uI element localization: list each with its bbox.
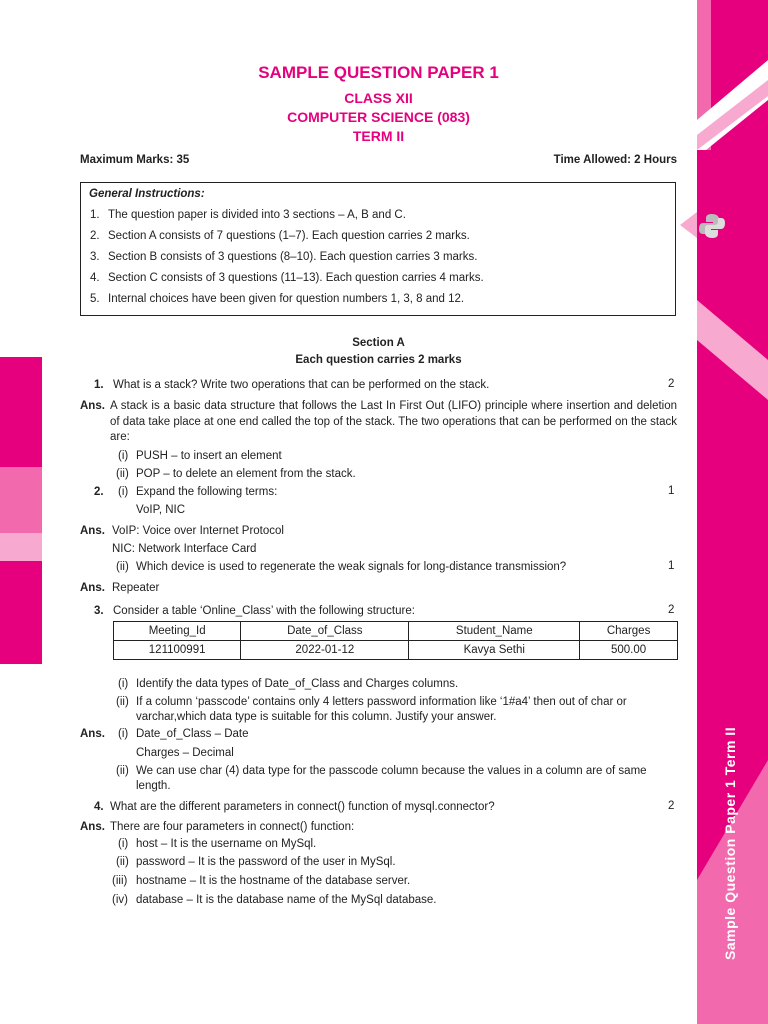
- q1-mark: 2: [668, 378, 675, 390]
- time-allowed: Time Allowed: 2 Hours: [553, 154, 677, 166]
- left-decor-block-3: [0, 503, 42, 533]
- q1-text: What is a stack? Write two operations that can be performed on the stack.: [113, 379, 490, 391]
- q2-ans3: Repeater: [112, 582, 160, 594]
- q2-ans2: NIC: Network Interface Card: [112, 543, 257, 555]
- q1-number: 1.: [94, 379, 104, 391]
- side-title: Sample Question Paper 1 Term II: [722, 726, 738, 960]
- q3-ii-text1: If a column ‘passcode’ contains only 4 letters password information like ‘1#a4’ then out of char or: [136, 696, 627, 708]
- q3-ans-label: Ans.: [80, 728, 105, 740]
- left-decor-block-1: [0, 357, 42, 467]
- q2-number: 2.: [94, 486, 104, 498]
- q3-text: Consider a table ‘Online_Class’ with the following structure:: [113, 605, 415, 617]
- table-header-cell: Charges: [580, 622, 678, 641]
- q3-a-ii1: We can use char (4) data type for the passcode column because the values in a column are of same: [136, 765, 647, 777]
- q2-ans-label: Ans.: [80, 525, 105, 537]
- q4-number: 4.: [94, 801, 104, 813]
- q4-item-num: (ii): [116, 856, 129, 868]
- q3-ii-text2: varchar,which data type is suitable for this column. Justify your answer.: [136, 711, 497, 723]
- class-title: CLASS XII: [344, 90, 413, 106]
- q3-i-text: Identify the data types of Date_of_Class and Charges columns.: [136, 678, 459, 690]
- left-decor-block-4: [0, 533, 42, 561]
- q4-item: hostname – It is the hostname of the database server.: [136, 875, 411, 887]
- q2-terms: VoIP, NIC: [136, 504, 186, 516]
- q1-answer: A stack is a basic data structure that follows the Last In First Out (LIFO) principle where insertion and deletion of data take place at one end called the top of the stack. The two operations that can be performed on the stack are:: [110, 400, 677, 443]
- q2-ans-label2: Ans.: [80, 582, 105, 594]
- q2-mark1: 1: [668, 485, 675, 497]
- q4-item-num: (iii): [112, 875, 128, 887]
- q3-a-i1: Date_of_Class – Date: [136, 728, 249, 740]
- q4-text: What are the different parameters in connect() function of mysql.connector?: [110, 801, 495, 813]
- table-cell: 121100991: [114, 641, 241, 660]
- q2-mark2: 1: [668, 560, 675, 572]
- left-decor-block-5: [0, 561, 42, 664]
- q1-op1: PUSH – to insert an element: [136, 450, 282, 462]
- q3-a-ii2: length.: [136, 780, 171, 792]
- q3-i-num: (i): [118, 678, 129, 690]
- q4-item: host – It is the username on MySql.: [136, 838, 317, 850]
- q4-item: password – It is the password of the user in MySql.: [136, 856, 396, 868]
- table-cell: Kavya Sethi: [409, 641, 580, 660]
- table-header-cell: Student_Name: [409, 622, 580, 641]
- q2-ans1: VoIP: Voice over Internet Protocol: [112, 525, 284, 537]
- q4-ans-label: Ans.: [80, 821, 105, 833]
- instruction-item: 4. Section C consists of 3 questions (11–13). Each question carries 4 marks.: [90, 272, 484, 284]
- page-number: A.1: [676, 943, 695, 957]
- q1-op1-num: (i): [118, 450, 129, 462]
- q1-op2-num: (ii): [116, 468, 129, 480]
- q4-item: database – It is the database name of the MySql database.: [136, 894, 437, 906]
- q2-ii-text: Which device is used to regenerate the weak signals for long-distance transmission?: [136, 561, 567, 573]
- section-subtitle: Each question carries 2 marks: [295, 354, 462, 366]
- instructions-heading: General Instructions:: [89, 188, 205, 200]
- q4-mark: 2: [668, 800, 675, 812]
- term-title: TERM II: [352, 128, 405, 144]
- q3-a-i2: Charges – Decimal: [136, 747, 234, 759]
- q2-i-num: (i): [118, 486, 129, 498]
- q3-a-ii-num: (ii): [116, 765, 129, 777]
- python-logo-icon: [698, 212, 726, 240]
- q4-item-num: (iv): [112, 894, 128, 906]
- instruction-item: 3. Section B consists of 3 questions (8–10). Each question carries 3 marks.: [90, 251, 478, 263]
- max-marks: Maximum Marks: 35: [80, 154, 190, 166]
- instructions-box: [80, 182, 676, 316]
- q3-mark: 2: [668, 604, 675, 616]
- section-title: Section A: [352, 337, 405, 349]
- paper-title: SAMPLE QUESTION PAPER 1: [258, 63, 499, 82]
- q1-ans-label: Ans.: [80, 400, 105, 412]
- q3-a-i-num: (i): [118, 728, 129, 740]
- subject-title: COMPUTER SCIENCE (083): [287, 109, 470, 125]
- table-header-row: [114, 622, 678, 641]
- left-decor-block-2: [0, 467, 42, 503]
- q2-ii-num: (ii): [116, 561, 129, 573]
- table-cell: 500.00: [580, 641, 678, 660]
- table-header-cell: Date_of_Class: [241, 622, 409, 641]
- q1-op2: POP – to delete an element from the stack.: [136, 468, 356, 480]
- q2-i-text: Expand the following terms:: [136, 486, 278, 498]
- instruction-item: 2. Section A consists of 7 questions (1–7). Each question carries 2 marks.: [90, 230, 470, 242]
- q4-item-num: (i): [118, 838, 129, 850]
- table-header-cell: Meeting_Id: [114, 622, 241, 641]
- q3-ii-num: (ii): [116, 696, 129, 708]
- online-class-table: [113, 621, 678, 660]
- q4-answer: There are four parameters in connect() function:: [110, 821, 355, 833]
- table-cell: 2022-01-12: [241, 641, 409, 660]
- table-row: [114, 641, 678, 660]
- instruction-item: 5. Internal choices have been given for question numbers 1, 3, 8 and 12.: [90, 293, 465, 305]
- q3-number: 3.: [94, 605, 104, 617]
- instruction-item: 1. The question paper is divided into 3 sections – A, B and C.: [90, 209, 406, 221]
